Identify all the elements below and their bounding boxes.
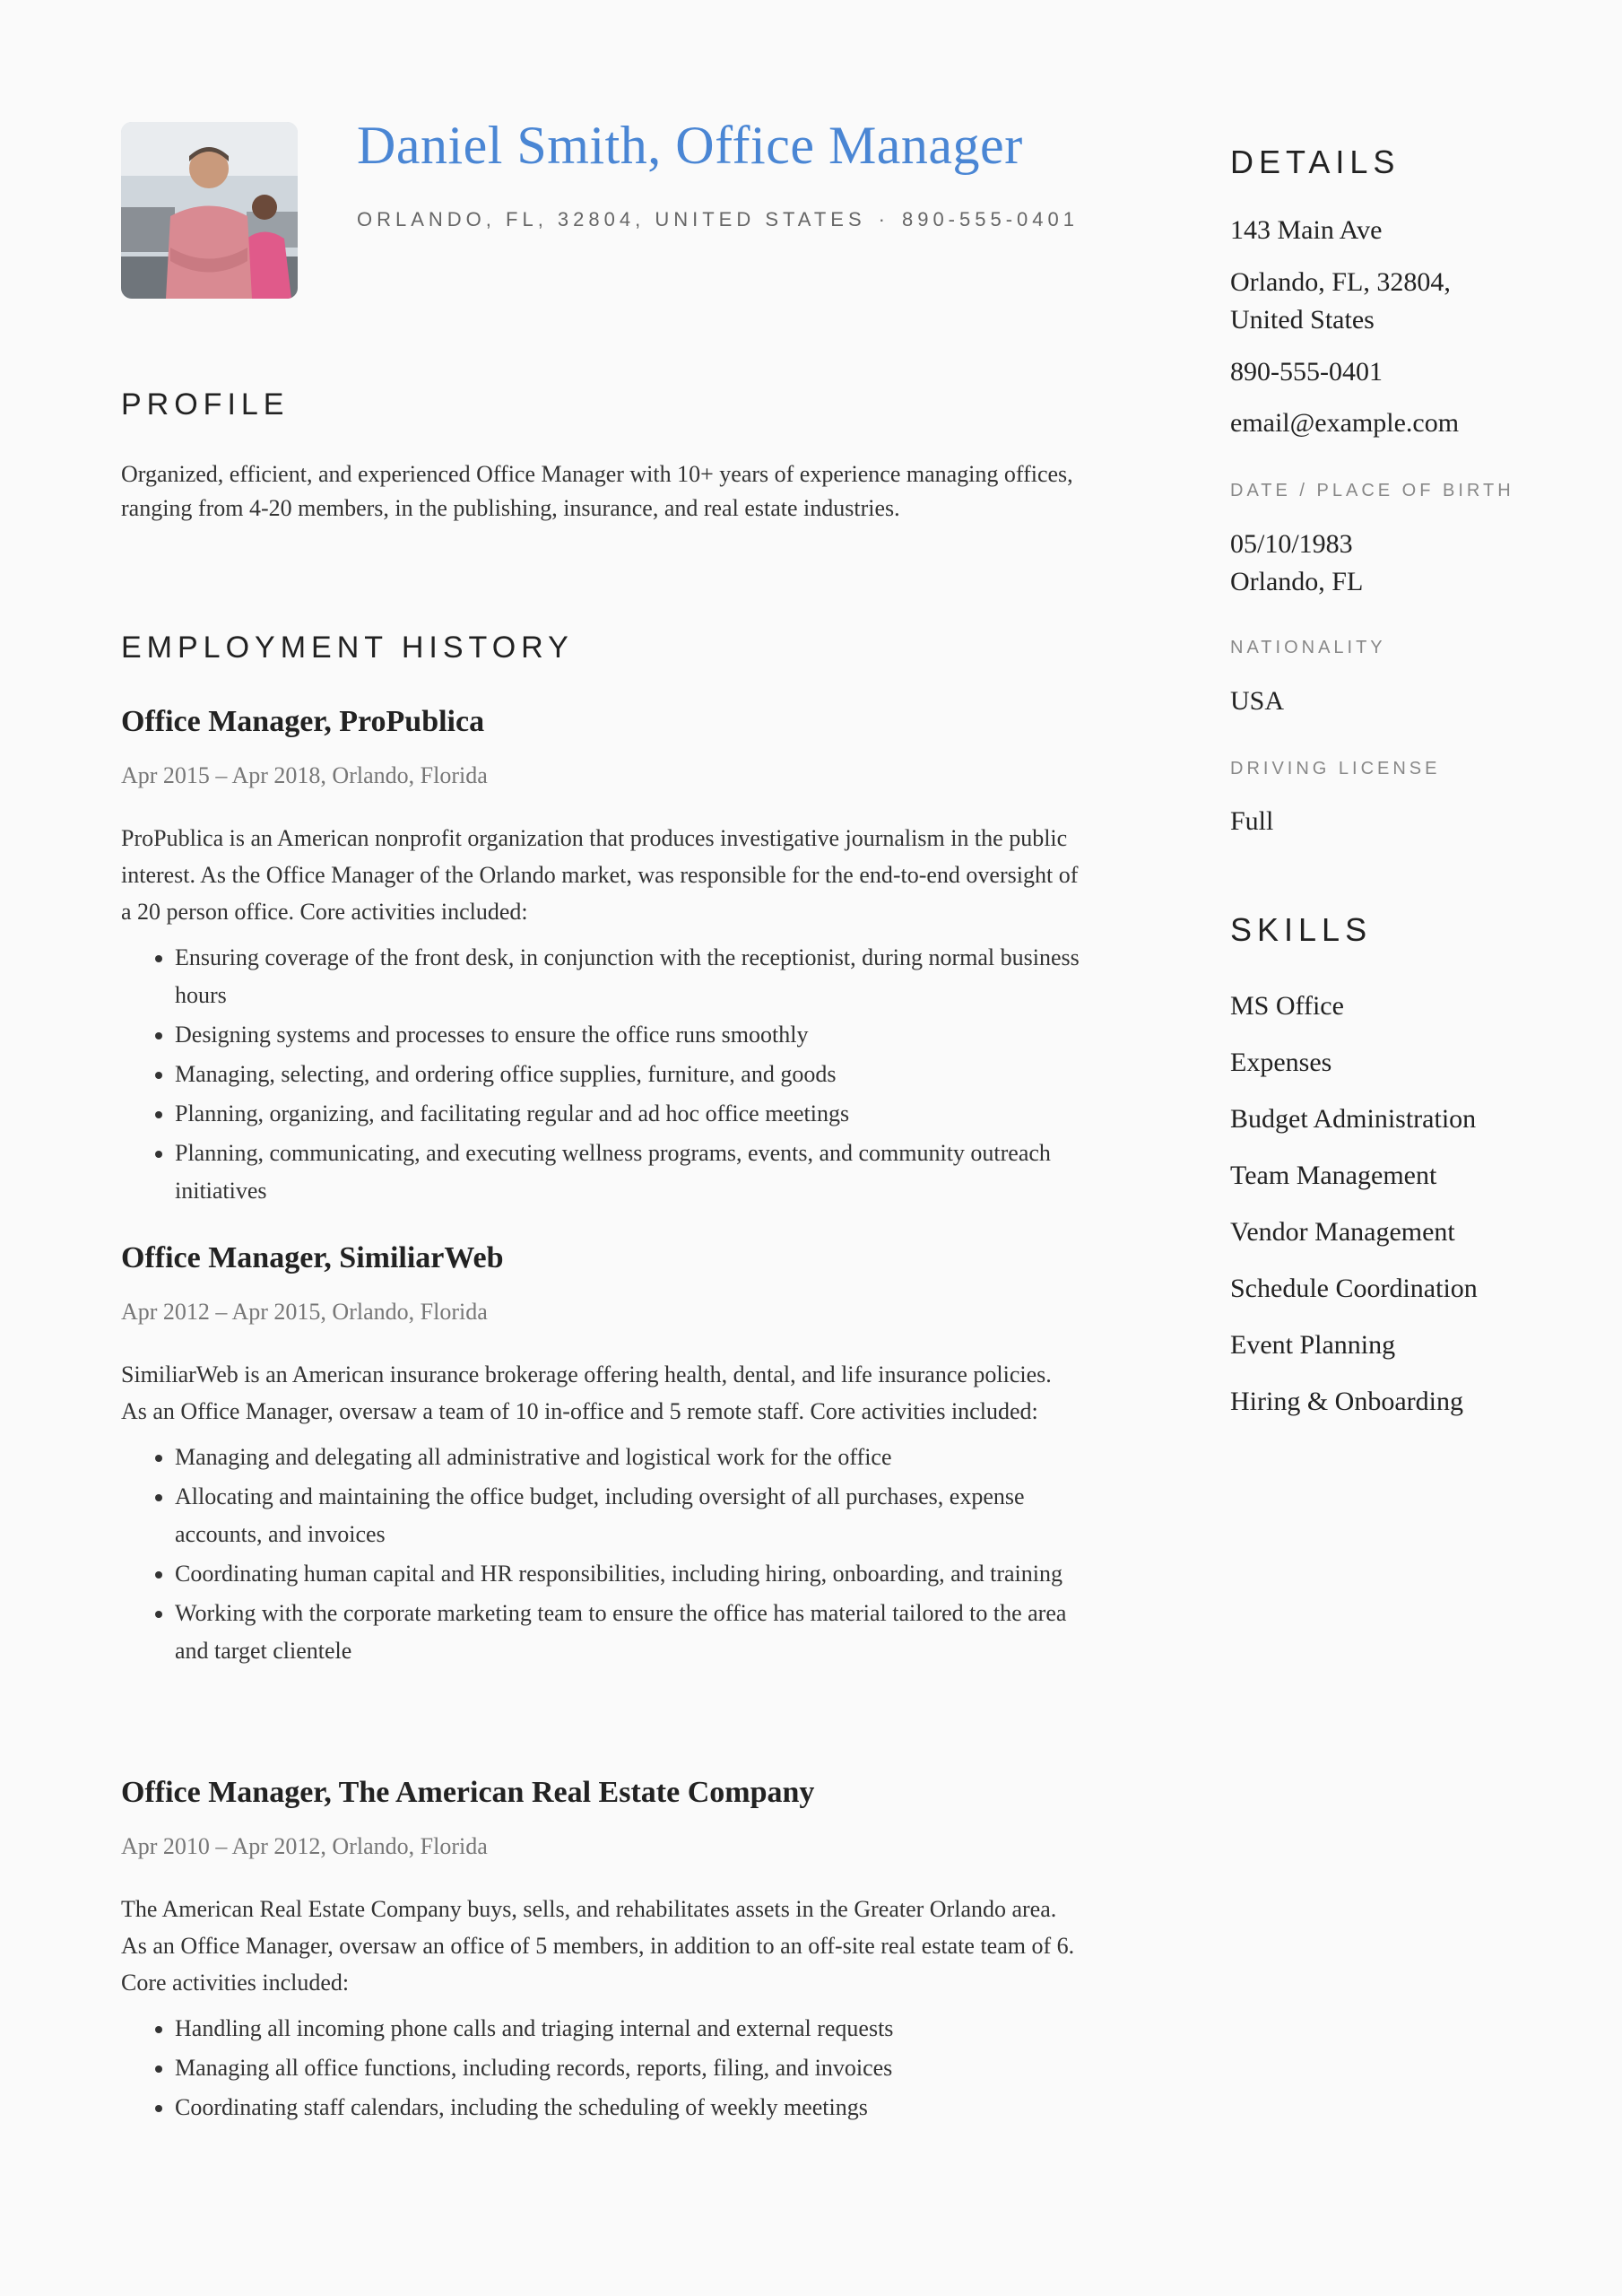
job-bullets bbox=[121, 939, 1080, 1210]
job-title: Office Manager, The American Real Estate Company bbox=[121, 1776, 815, 1809]
skill-item: Budget Administration bbox=[1230, 1104, 1477, 1134]
nationality-label: NATIONALITY bbox=[1230, 638, 1386, 657]
job-dates-location: Apr 2012 – Apr 2015, Orlando, Florida bbox=[121, 1299, 488, 1325]
skills-heading: SKILLS bbox=[1230, 911, 1373, 948]
skills-list bbox=[1230, 982, 1478, 1434]
skill-item: Team Management bbox=[1230, 1161, 1437, 1190]
details-phone: 890-555-0401 bbox=[1230, 357, 1383, 387]
details-email: email@example.com bbox=[1230, 408, 1460, 438]
license-value: Full bbox=[1230, 806, 1274, 836]
job-bullets bbox=[121, 2010, 1080, 2126]
person-photo-icon bbox=[121, 122, 298, 299]
skill-item: Expenses bbox=[1230, 1048, 1332, 1077]
job-bullets bbox=[121, 1439, 1080, 1670]
job-bullet: • Coordinating staff calendars, including the scheduling of weekly meetings bbox=[175, 2089, 1080, 2126]
candidate-name: Daniel Smith, Office Manager bbox=[357, 116, 1023, 175]
birth-place: Orlando, FL bbox=[1230, 567, 1364, 596]
skill-item: MS Office bbox=[1230, 991, 1344, 1021]
details-heading: DETAILS bbox=[1230, 144, 1401, 180]
contact-separator: · bbox=[878, 208, 889, 230]
job-title: Office Manager, ProPublica bbox=[121, 705, 485, 738]
profile-text: Organized, efficient, and experienced Office Manager with 10+ years of experience managing offices, ranging from 4-20 members, in the publishing, insurance, and real estate industries. bbox=[121, 461, 1073, 521]
job-bullet: • Handling all incoming phone calls and triaging internal and external requests bbox=[175, 2010, 1080, 2048]
skill-item: Vendor Management bbox=[1230, 1217, 1455, 1247]
birth-date: 05/10/1983 bbox=[1230, 529, 1353, 559]
header-phone: 890-555-0401 bbox=[901, 208, 1079, 230]
job-bullet: • Planning, communicating, and executing wellness programs, events, and community outreach initiatives bbox=[175, 1135, 1080, 1210]
details-city-line2: United States bbox=[1230, 305, 1375, 335]
job-bullet: • Working with the corporate marketing team to ensure the office has material tailored to the area and target clientele bbox=[175, 1595, 1080, 1670]
job-bullet: • Allocating and maintaining the office budget, including oversight of all purchases, expense accounts, and invoices bbox=[175, 1478, 1080, 1553]
profile-heading: PROFILE bbox=[121, 387, 290, 422]
details-street: 143 Main Ave bbox=[1230, 215, 1383, 245]
job-entry bbox=[121, 1241, 1080, 1672]
job-description: SimiliarWeb is an American insurance brokerage offering health, dental, and life insurance policies. As an Office Manager, oversaw a team of 10 in-office and 5 remote staff. Core activities included: bbox=[121, 1361, 1052, 1424]
license-label: DRIVING LICENSE bbox=[1230, 759, 1441, 778]
job-dates-location: Apr 2010 – Apr 2012, Orlando, Florida bbox=[121, 1833, 488, 1859]
profile-photo bbox=[121, 122, 298, 299]
job-description: ProPublica is an American nonprofit organization that produces investigative journalism in the public interest. As the Office Manager of the Orlando market, was responsible for the end-to-end oversight of a 20 person office. Core activities included: bbox=[121, 825, 1079, 925]
job-dates-location: Apr 2015 – Apr 2018, Orlando, Florida bbox=[121, 762, 488, 788]
job-bullet: • Managing all office functions, including records, reports, filing, and invoices bbox=[175, 2049, 1080, 2087]
job-title: Office Manager, SimiliarWeb bbox=[121, 1241, 504, 1274]
job-bullet: • Managing and delegating all administrative and logistical work for the office bbox=[175, 1439, 1080, 1476]
employment-heading: EMPLOYMENT HISTORY bbox=[121, 631, 574, 665]
job-bullet: • Designing systems and processes to ensure the office runs smoothly bbox=[175, 1016, 1080, 1054]
job-bullet: • Ensuring coverage of the front desk, in conjunction with the receptionist, during normal business hours bbox=[175, 939, 1080, 1014]
job-bullet: • Managing, selecting, and ordering office supplies, furniture, and goods bbox=[175, 1056, 1080, 1093]
birth-label: DATE / PLACE OF BIRTH bbox=[1230, 481, 1514, 500]
job-entry bbox=[121, 1776, 1080, 2128]
nationality-value: USA bbox=[1230, 686, 1285, 716]
job-description: The American Real Estate Company buys, sells, and rehabilitates assets in the Greater Orlando area. As an Office Manager, oversaw an office of 5 members, in addition to an off-site real estate team of 6. Core activities included: bbox=[121, 1896, 1075, 1996]
contact-line bbox=[357, 208, 1079, 231]
details-city-line1: Orlando, FL, 32804, bbox=[1230, 267, 1451, 297]
job-entry bbox=[121, 705, 1080, 1212]
skill-item: Schedule Coordination bbox=[1230, 1274, 1478, 1303]
job-bullet: • Planning, organizing, and facilitating regular and ad hoc office meetings bbox=[175, 1095, 1080, 1133]
skill-item: Event Planning bbox=[1230, 1330, 1396, 1360]
job-bullet: • Coordinating human capital and HR responsibilities, including hiring, onboarding, and training bbox=[175, 1555, 1080, 1593]
header-address: ORLANDO, FL, 32804, UNITED STATES bbox=[357, 208, 866, 230]
skill-item: Hiring & Onboarding bbox=[1230, 1387, 1463, 1416]
